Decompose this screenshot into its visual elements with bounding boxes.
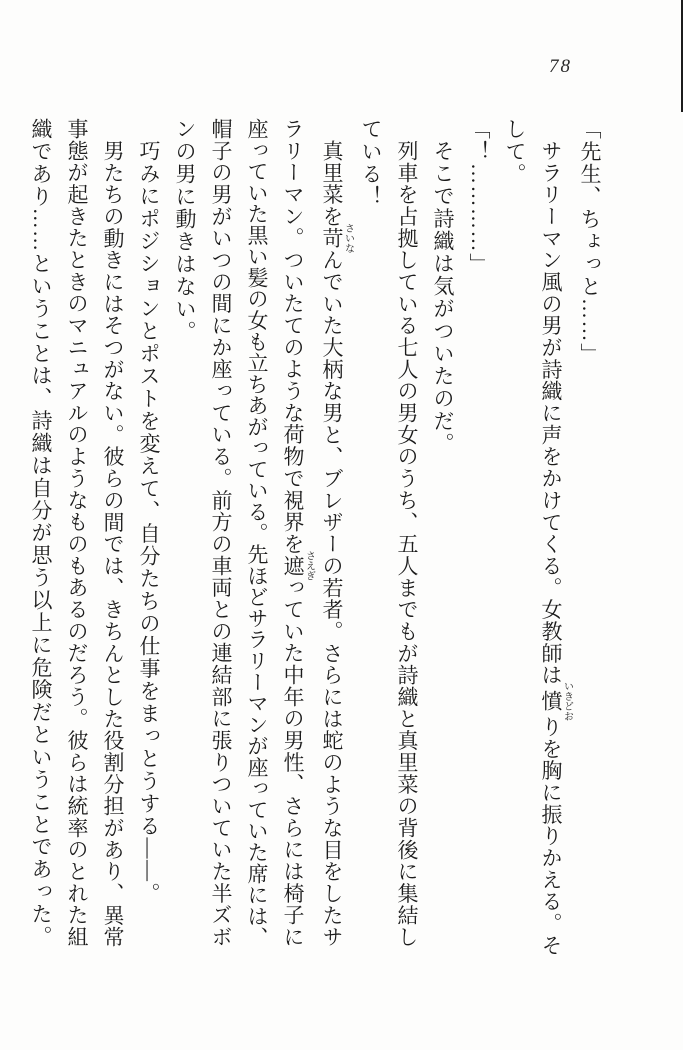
ruby-annotated-text: 遮さえぎ — [281, 550, 315, 581]
text-column: ンの男に動きはない。 — [173, 118, 197, 343]
text-column: 「先生、ちょっと……」 — [578, 118, 602, 366]
page-number: 78 — [549, 56, 572, 77]
text-column: 座っていた黒い髪の女も立ちあがっている。先ほどサラリーマンが座っていた席には、 — [245, 118, 269, 948]
text-column: 織であり……ということは、詩織は自分が思う以上に危険だということであった。 — [29, 118, 53, 948]
vertical-text-block — [23, 118, 608, 957]
ruby-annotated-text: 苛さいな — [320, 223, 354, 254]
text-column: 列車を占拠している七人の男女のうち、五人までもが詩織と真里菜の背後に集結し — [395, 140, 419, 949]
text-column: 帽子の男がいつの間にか座っている。前方の車両との連結部に張りついていた半ズボ — [209, 118, 233, 948]
text-column: 巧みにポジションとポストを変えて、自分たちの仕事をまっとうする――。 — [137, 140, 161, 905]
text-column: サラリーマン風の男が詩織に声をかけてくる。女教師は憤いきどおりを胸に振りかえる。そ — [539, 140, 573, 957]
text-column: そこで詩織は気がついたのだ。 — [431, 140, 455, 455]
text-column: して。 — [503, 118, 527, 186]
text-column: 真里菜を苛さいなんでいた大柄な男と、ブレザーの若者。さらには蛇のような目をしたサ — [320, 140, 354, 949]
text-column: 男たちの動きにはそつがない。彼らの間では、きちんとした役割分担があり、異常 — [101, 140, 125, 949]
ruby-annotated-text: 憤いきどお — [539, 681, 573, 721]
text-column: 「！…………」 — [467, 118, 491, 276]
text-column: ラリーマン。ついたてのような荷物で視界を遮さえぎっていた中年の男性、さらには椅子に — [281, 118, 315, 948]
text-column: ている！ — [359, 118, 383, 208]
text-column: 事態が起きたときのマニュアルのようなものもあるのだろう。彼らは統率のとれた組 — [65, 118, 89, 948]
